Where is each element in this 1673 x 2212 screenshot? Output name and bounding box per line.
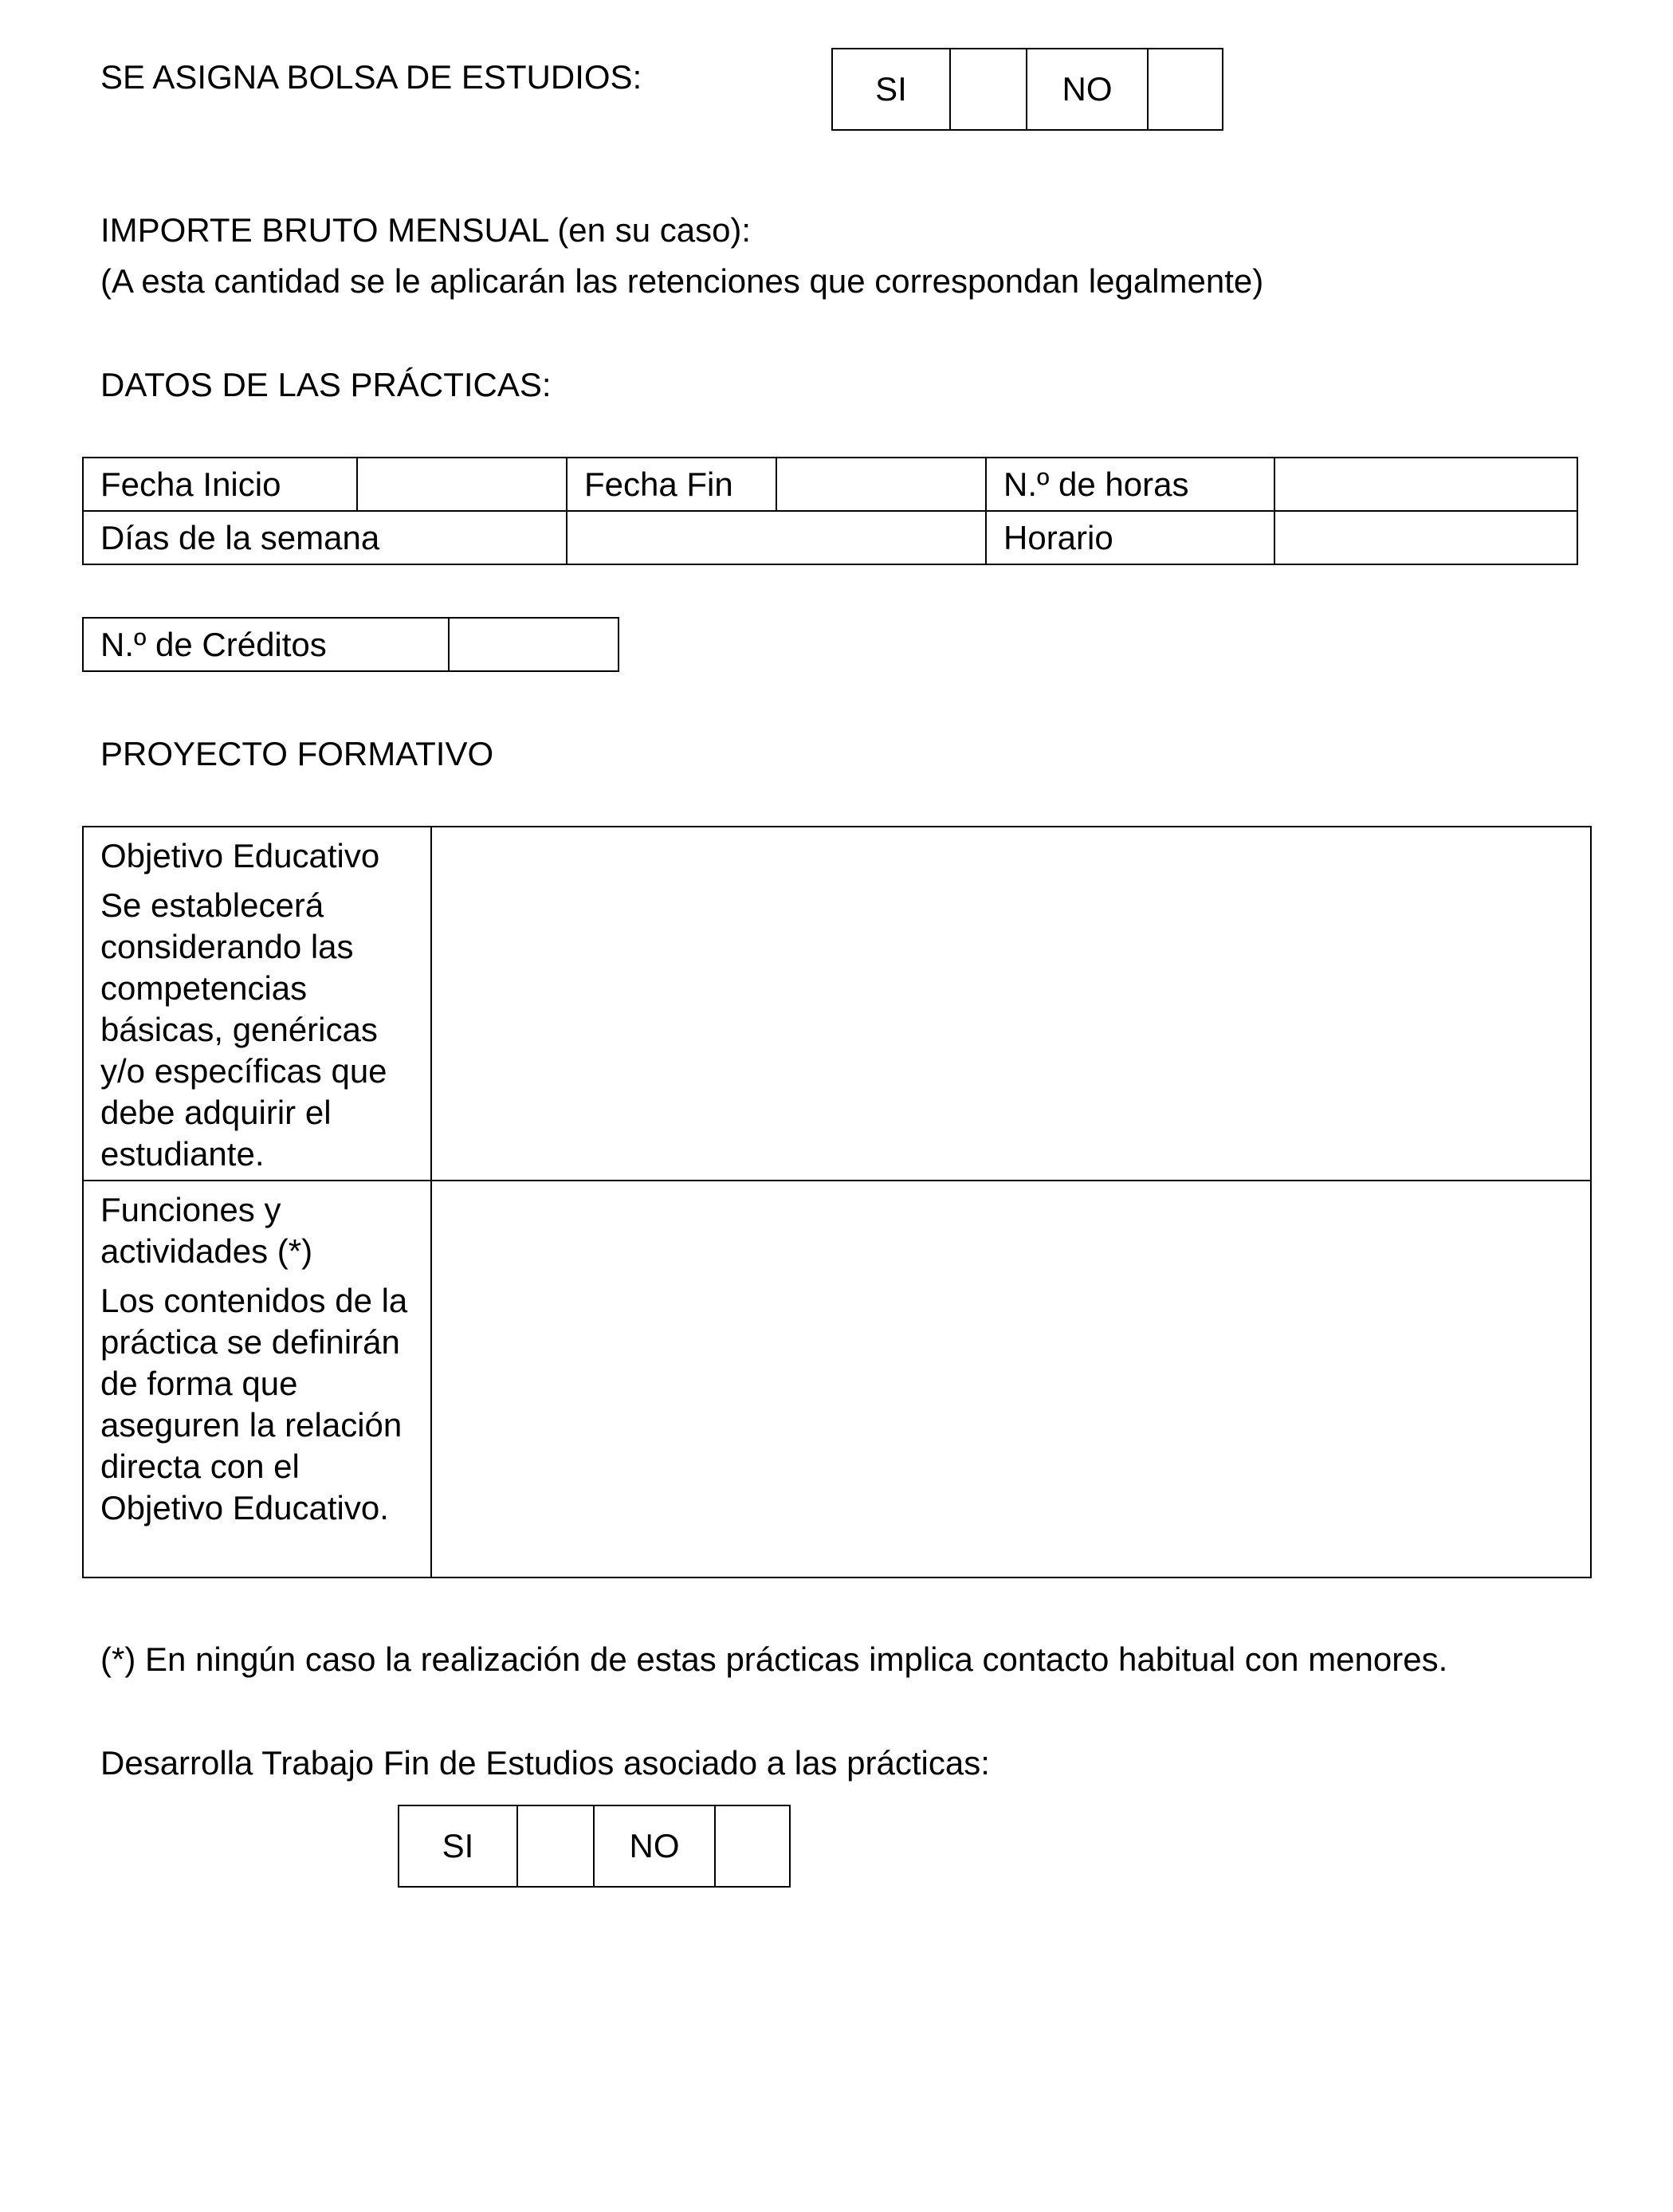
amount-label: IMPORTE BRUTO MENSUAL (en su caso): bbox=[100, 211, 752, 249]
functions-description: Los contenidos de la práctica se definirán de forma que aseguren la relación directa con el Objetivo Educativo. bbox=[100, 1282, 408, 1526]
scholarship-no-checkbox[interactable] bbox=[1148, 49, 1223, 130]
practice-data-heading: DATOS DE LAS PRÁCTICAS: bbox=[100, 366, 552, 403]
functions-title: Funciones y actividades (*) bbox=[100, 1191, 313, 1270]
start-date-label: Fecha Inicio bbox=[83, 458, 357, 511]
footnote: (*) En ningún caso la realización de estas prácticas implica contacto habitual con menores. bbox=[100, 1640, 1448, 1678]
final-project-yes-label: SI bbox=[399, 1805, 517, 1887]
amount-note: (A esta cantidad se le aplicarán las retenciones que correspondan legalmente) bbox=[100, 262, 1264, 300]
training-project-heading: PROYECTO FORMATIVO bbox=[100, 735, 494, 772]
final-project-yes-checkbox[interactable] bbox=[517, 1805, 594, 1887]
start-date-field[interactable] bbox=[357, 458, 567, 511]
training-project-table bbox=[82, 826, 1592, 1578]
end-date-field[interactable] bbox=[776, 458, 986, 511]
objective-field[interactable] bbox=[431, 827, 1591, 1181]
scholarship-label: SE ASIGNA BOLSA DE ESTUDIOS: bbox=[100, 58, 642, 96]
final-project-label: Desarrolla Trabajo Fin de Estudios asociado a las prácticas: bbox=[100, 1744, 990, 1782]
end-date-label: Fecha Fin bbox=[567, 458, 776, 511]
functions-field[interactable] bbox=[431, 1181, 1591, 1577]
objective-cell bbox=[83, 827, 431, 1181]
objective-description: Se establecerá considerando las competencias básicas, genéricas y/o específicas que debe adquirir el estudiante. bbox=[100, 886, 387, 1173]
hours-field[interactable] bbox=[1274, 458, 1577, 511]
practice-data-table bbox=[82, 457, 1578, 565]
weekdays-field[interactable] bbox=[567, 511, 986, 564]
final-project-no-checkbox[interactable] bbox=[715, 1805, 790, 1887]
scholarship-choice-table bbox=[831, 48, 1223, 131]
credits-label: N.º de Créditos bbox=[83, 618, 449, 671]
functions-cell bbox=[83, 1181, 431, 1577]
weekdays-label: Días de la semana bbox=[83, 511, 567, 564]
schedule-field[interactable] bbox=[1274, 511, 1577, 564]
final-project-choice-table bbox=[398, 1805, 791, 1888]
hours-label: N.º de horas bbox=[986, 458, 1274, 511]
objective-title: Objetivo Educativo bbox=[100, 837, 380, 874]
scholarship-yes-label: SI bbox=[832, 49, 950, 130]
credits-table bbox=[82, 617, 619, 672]
credits-field[interactable] bbox=[449, 618, 619, 671]
schedule-label: Horario bbox=[986, 511, 1274, 564]
scholarship-yes-checkbox[interactable] bbox=[950, 49, 1027, 130]
scholarship-no-label: NO bbox=[1027, 49, 1148, 130]
final-project-no-label: NO bbox=[594, 1805, 715, 1887]
